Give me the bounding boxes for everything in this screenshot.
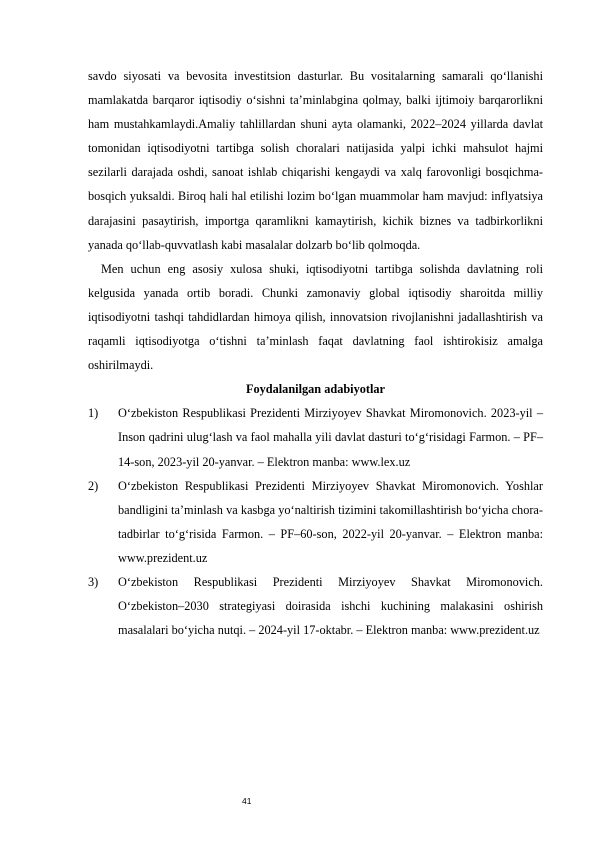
reference-item	[88, 401, 543, 473]
reference-text: O‘zbekiston Respublikasi Prezidenti Mirziyoyev Shavkat Miromonovich. Yoshlar bandligini ta’minlash va kasbga yo‘naltirish tizimini takomillashtirish bo‘yicha chora-tadbirlar to‘g‘risida Farmon. – PF–60-son, 2022-yil 20-yanvar. – Elektron manba: www.prezident.uz	[118, 478, 543, 565]
reference-item	[88, 570, 543, 642]
page-body	[88, 64, 543, 642]
reference-item	[88, 474, 543, 570]
references-heading: Foydalanilgan adabiyotlar	[245, 382, 386, 397]
reference-text: O‘zbekiston Respublikasi Prezidenti Mirziyoyev Shavkat Miromonovich. 2023-yil – Inson qadrini ulug‘lash va faol mahalla yili davlat dasturi to‘g‘risidagi Farmon. – PF–14-son, 2023-yil 20-yanvar. – Elektron manba: www.lex.uz	[118, 406, 543, 469]
reference-text: O‘zbekiston Respublikasi Prezidenti Mirziyoyev Shavkat Miromonovich. O‘zbekiston–2030 strategiyasi doirasida ishchi kuchining malakasini oshirish masalalari bo‘yicha nutqi. – 2024-yil 17-oktabr. – Elektron manba: www.prezident.uz	[118, 574, 543, 638]
reference-number: 2)	[88, 478, 99, 493]
reference-number: 3)	[88, 574, 99, 589]
page-number: 41	[242, 796, 252, 806]
reference-number: 1)	[88, 406, 99, 421]
body-paragraph-1: savdo siyosati va bevosita investitsion dasturlar. Bu vositalarning samarali qo‘llanishi mamlakatda barqaror iqtisodiy o‘sishni ta’minlabgina qolmay, balki ijtimoiy barqarorlikni ham mustahkamlaydi.Amaliy tahlillardan shuni ayta olamanki, 2022–2024 yillarda davlat tomonidan iqtisodiyotni tartibga solish choralari natijasida yalpi ichki mahsulot hajmi sezilarli darajada oshdi, sanoat ishlab chiqarishi kengaydi va xalq farovonligi bosqichma-bosqich yuksaldi. Biroq hali hal etilishi lozim bo‘lgan muammolar ham mavjud: inflyatsiya darajasini pasaytirish, importga qaramlikni kamaytirish, kichik biznes va tadbirkorlikni yanada qo‘llab-quvvatlash kabi masalalar dolzarb bo‘lib qolmoqda.	[88, 69, 543, 252]
body-paragraph-2: Men uchun eng asosiy xulosa shuki, iqtisodiyotni tartibga solishda davlatning roli kelgusida yanada ortib boradi. Chunki zamonaviy global iqtisodiy sharoitda milliy iqtisodiyotni tashqi tahdidlardan himoya qilish, innovatsion rivojlanishni jadallashtirish va raqamli iqtisodiyotga o‘tishni ta’minlash faqat davlatning faol ishtirokisiz amalga oshirilmaydi.	[88, 261, 543, 373]
references-list	[88, 401, 543, 642]
